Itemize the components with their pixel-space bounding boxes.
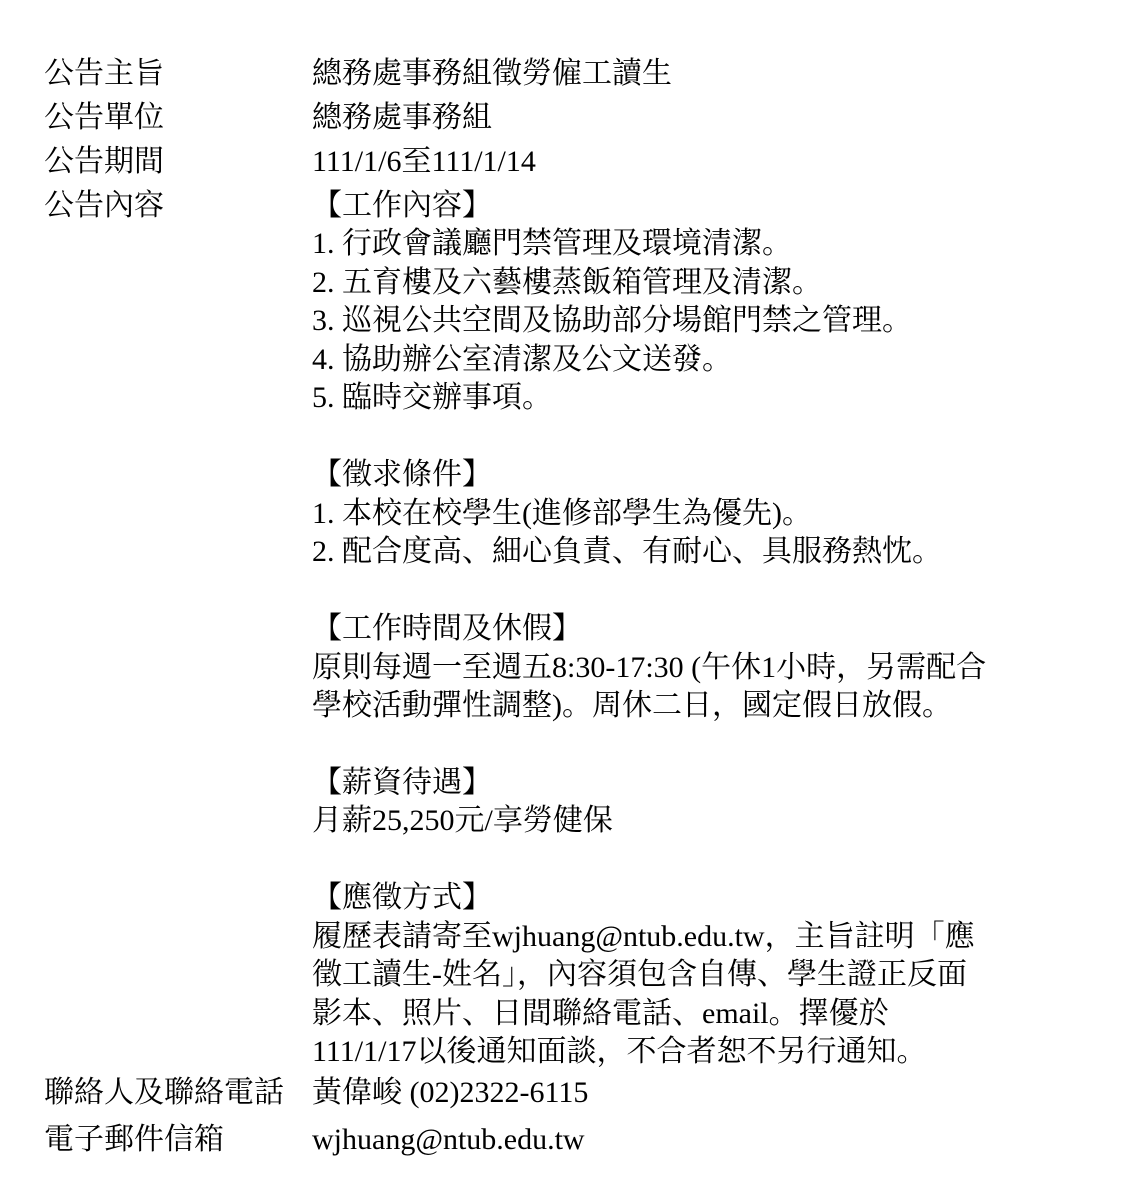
hours-line-2: 學校活動彈性調整)。周休二日，國定假日放假。 bbox=[312, 689, 952, 722]
contact-person-label: 聯絡人及聯絡電話 bbox=[44, 1075, 284, 1110]
content-label: 公告內容 bbox=[44, 188, 164, 223]
requirements-heading: 【徵求條件】 bbox=[312, 458, 492, 491]
requirement-item-1: 1. 本校在校學生(進修部學生為優先)。 bbox=[312, 497, 812, 530]
period-label: 公告期間 bbox=[44, 144, 164, 179]
contact-person-value: 黃偉峻 (02)2322-6115 bbox=[312, 1076, 589, 1109]
apply-line-2: 徵工讀生-姓名」，內容須包含自傳、學生證正反面 bbox=[312, 958, 967, 991]
unit-value: 總務處事務組 bbox=[312, 101, 492, 134]
unit-label: 公告單位 bbox=[44, 100, 164, 135]
salary-line-1: 月薪25,250元/享勞健保 bbox=[312, 804, 613, 837]
period-value: 111/1/6至111/1/14 bbox=[312, 145, 536, 178]
subject-label: 公告主旨 bbox=[44, 56, 164, 91]
work-item-1: 1. 行政會議廳門禁管理及環境清潔。 bbox=[312, 227, 792, 260]
work-item-3: 3. 巡視公共空間及協助部分場館門禁之管理。 bbox=[312, 304, 912, 337]
work-item-4: 4. 協助辦公室清潔及公文送發。 bbox=[312, 343, 732, 376]
requirement-item-2: 2. 配合度高、細心負責、有耐心、具服務熱忱。 bbox=[312, 535, 942, 568]
work-heading: 【工作內容】 bbox=[312, 189, 492, 222]
apply-line-3: 影本、照片、日間聯絡電話、email。擇優於 bbox=[312, 997, 889, 1030]
apply-heading: 【應徵方式】 bbox=[312, 881, 492, 914]
work-item-5: 5. 臨時交辦事項。 bbox=[312, 381, 552, 414]
work-item-2: 2. 五育樓及六藝樓蒸飯箱管理及清潔。 bbox=[312, 266, 822, 299]
apply-line-4: 111/1/17以後通知面談，不合者恕不另行通知。 bbox=[312, 1035, 927, 1068]
email-value[interactable]: wjhuang@ntub.edu.tw bbox=[312, 1123, 585, 1156]
email-label: 電子郵件信箱 bbox=[44, 1122, 224, 1157]
salary-heading: 【薪資待遇】 bbox=[312, 766, 492, 799]
hours-heading: 【工作時間及休假】 bbox=[312, 612, 582, 645]
apply-line-1: 履歷表請寄至wjhuang@ntub.edu.tw，主旨註明「應 bbox=[312, 920, 975, 953]
subject-value: 總務處事務組徵勞僱工讀生 bbox=[312, 57, 672, 90]
hours-line-1: 原則每週一至週五8:30-17:30 (午休1小時，另需配合 bbox=[312, 651, 987, 684]
